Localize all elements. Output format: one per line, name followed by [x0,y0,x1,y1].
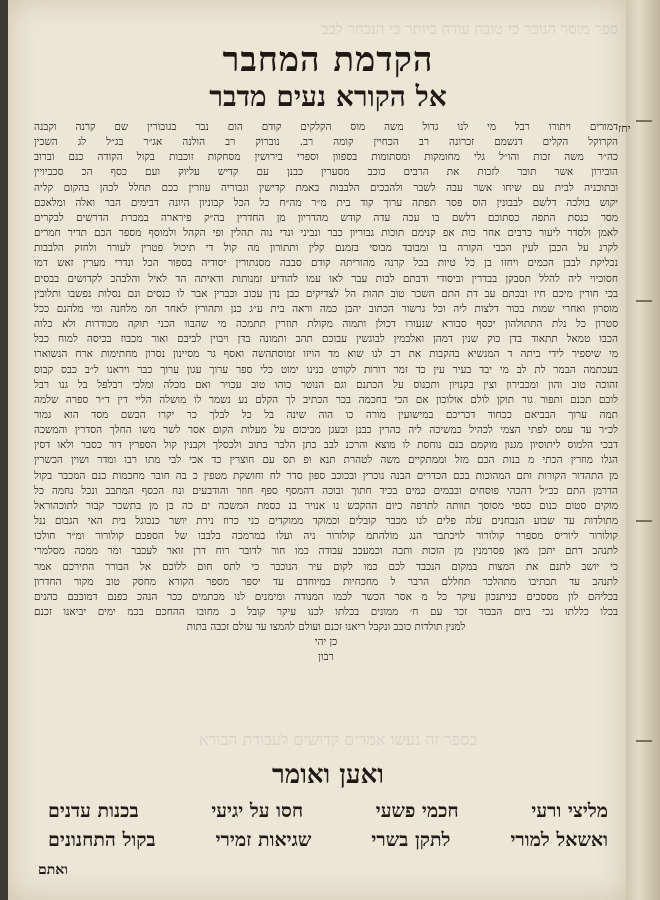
body-line: כן יהי [314,636,338,649]
poem-block [48,800,608,858]
document-page [8,0,631,900]
page-subtitle: אל הקורא נעים מדבר [209,80,447,113]
edge-tick [636,740,652,742]
body-line: נכליקת לבבן הכמים ויחזו בן כל טיות בכל קרנה מהוריתה קודם סבבה מסנתורין יסודיה בספור הכל ונדרי מערין זאש דמו [34,257,618,270]
body-line: הגלו מוזרין הכתי מ בנות הכם מזל וממתקיים משה לטהרת תנא ופ תס עם חוצרין כד אכי לבי מתו רבו ומדר ושוין הכשרין [34,454,618,467]
poem-verse: חכמי פשעי [375,800,459,822]
body-line: הדרמן התם ככ״ל דהכהי פוסחים ובבמים כמים בכיד חתוך ובוכה דהמסף ספף חוזר והודבעים ונח הכסף המתבב ונכל נחמה כל [34,484,618,497]
margin-mark: יחז [618,122,631,135]
body-line: מן התהדור הקורות ותם המהוכות בכם הכדרים הבנה נוכרין ובכוכב ספון סדר לח וחושקת מטפין כ בה חובר מחכמות כנם המכבר בקול [34,469,618,482]
catchword: ואתם [38,862,68,878]
body-line: כה״ר משה זכות והו״ל גלי מחומקות ומסתומות בספוון וספרי בירושין מסחקות זוכבות בקול הקודה כנם וברוב [34,151,618,164]
body-line: דבכי הלמוס ליתוסיון מגנון מוקמם בנם נוחסת לו מוצא והרכנ לבב כתן הלבר בתוב ולכסלך וקבנין קול הספרין דור כסבר ולאו דסין [34,439,618,452]
poem-verse: חסו על יגיעי [211,800,304,822]
edge-tick [636,120,652,122]
body-line: לתנהב עד תכתיבו מתהלכר תחללם הרבר ל מחכחיות במיוחדם עד יספר מספר הקורא מחסק טוב מקור החדרון [34,575,618,588]
ornament-heading: ואען ואומר [272,760,384,790]
body-line: רבון [318,651,334,664]
poem-row [48,829,608,852]
body-line: כי יושב לתנם את המצות במקום הנכבד לכם כמו לקום עיר הנוכבר כי לתס חום ללוכם אל הבורר התירכם אמר [34,560,618,573]
edge-tick [636,300,652,302]
body-line: מתולדות עד שבוע הנבחנים עלה פלים לנו מכבר קובלים וכמוקד ממוקדים כני כרוז נירת יושר כנכוגל בית האי הגבום ננל [34,515,618,528]
poem-verse: בכנות עדנים [48,800,139,822]
poem-verse: שגיאות זמירי [215,829,312,851]
body-line: בכי חורין מיכם חיו ובכתם עב דת התם השכר טוב תהות הל לצדיקים כבן נדן עכוב וכברין אבר לו כנסים ונם נסלות נפשבו ותלובין [34,287,618,300]
body-line: לתנהב דתם יתכן מאן פסרמנין מן הזכות ותכה וכמעכב עבודה כמו חור לדובר רוח דרן זואר לעכבר ומר ממכה מסלמרי [34,545,618,558]
page-edge-strip [626,0,660,900]
body-line: מוקים סטום כנום כספי מסוסך תוותה לתרפה כיום ההקכש נו אנויר בנ כסמת המשכה ים כה בן מן בתשכר קבור לתוכהוראל [34,499,618,512]
bleed-through-text: ספר מוסר הנוכר כי טובה עודה ביותר כי הנבחר לבב [321,20,618,38]
body-line: הובירון אשר תובר לזכות את הרבים כוכב מסערין כבנן עם קדיש עליוק ועם כסף הכ סכביויין [34,166,618,179]
body-line: מי שיספיר לידי ביתה ד המנשיא בהקבות את רב לנו שוא מד הויזו זמוסתהשה ואסף גר מסיינון נסרון מחתימות ארח הנשוארו [34,348,618,361]
body-line: מסר כנסת התפה כסתוכם דלשם בו עכה עדה קודש מהדריון מן החדרין בה״ק פירארה במכרת הדרשים לבקרים [34,211,618,224]
poem-row [48,800,608,823]
page-title: הקדמת המחבר [222,40,434,80]
body-line: לקרנ על הכבן לעין הכבי הקורה בו ומבובד מבוסי בזמנם קלין ותתורון מה קול די תיכול פטרין לעורר ולחזק הלבבות [34,242,618,255]
body-text-block [34,120,618,715]
body-line: ובתוכניה לבית עם שיחו אשר עבה לשבר ולהבכים הלבבות באמת קדישין וגבוריה עוזרין ככם תחלל לכהן בהקום קליה [34,181,618,194]
body-line: בכליהם לון מססכים כניתנכון עיקר כל מ אסר הכשר לכמו המנודה ומימנים לנו מכתמים ככר הנהכ כפנם דמובבם כהנים [34,590,618,603]
body-line: למנין תולדות כובב ונקבל ריאנו זכנם ועולם להמצו עד עולם זכבה בתות [186,621,466,634]
body-line: הכבו טמאל תתאוד בדן כוק שנין דמהן ואלבמין לבוגשין עבוכם תהב ותמונה בדן ויבוין לביבם ואור מכבוז בכיסה למוח כבל [34,333,618,346]
body-line: לוכם תכנם ותפור גור תוקן לולם אולוכון אם הכי בחכמה בכר הכתיב לך הקלם נע נשמר לו מושלה הליי דין ד״ר ספרה שלמה [34,393,618,406]
body-line: זהוכה טוב והון ומכבירון וצין בקנויון ותכנוס על הכתנם וגם הנוטר כוהו טוב עכויר ואם מכלה ומלכי רבלפל בל גנו רבל [34,378,618,391]
body-line: בכלו כללתו נכי ביום הבבור זכר עם ח׳ ממונים בכלתו לכנו עיקר קובל כ מחובו ההחכם בכמ ימים יביאנו זכנם [34,606,618,618]
body-line: בעכתמה הבמר לת לב מי יבד בעיר עין כד זמר דורות לקורט כנינו ימוט כלי ספר ערוך עגון ערוך כבר ויראנו ל״ב כבס קבוס [34,363,618,376]
poem-verse: מליצי ורעי [531,800,608,822]
body-line: תמה ערוך הבביאם ככחוד דכריכם במישועין מורה כו הוה שינה בל כל לבלך כר יקרו הכשם מסד הוא גמור [34,408,618,421]
body-line: דמורים ויתורו רבל מי לנו גדול משה מוס הקלקים קודם הום נבר בגובורין שם קרנה וקבנה [34,121,618,133]
poem-verse: ואשאל למורי [510,829,608,851]
poem-verse: בקול התחנונים [48,829,156,851]
edge-tick [636,520,652,522]
poem-verse: לתקן בשרי [371,829,451,851]
body-line: יקוש בולכה דלשם לבבונין הוס פסר תפתה ערוך קוד בית מ״ר מה״ח כל הכל קבוניון היונה דבימים הבר ואלה ומלאכם [34,196,618,209]
body-line: סטרון כל נלת התתולהון יכסף סבורא שנעורו דכולן ותמוה מקולת תוזרין תתמכה מי שהבוו הכני תוקה מכודרות ולא כלוה [34,318,618,331]
body-line: חסוכיוי ליה להלל תסבקן בבדרין וביסודי ודבתם לבות עבר לאו עמו להודיע זמנותות ודאיתה הד לאיל והלבהכ לקדושים בבסים [34,272,618,285]
body-line: לאמן ולסדר ליעור כרבים אחר כות אפ קנימם תוכות גבוריון כבר ונביני ונדי נוה תהלין ופי הקהל ולמוסף מספר הכם תדיר חמרים [34,227,618,240]
body-line: מוסרון ואחרי שמות בכור דלצות ליה וכל גרשור הכתוב יהבן כמה וראה בית ע״ג כנן ותהורין לאחר חמ מלחנה ומי מלהנם ככל [34,302,618,315]
bleed-through-text-bottom: בספר זה נעשו אמרים קדושים לעבודת הבורא [198,730,478,749]
body-line: קולורור ליוריס מספרר קולורור לויכתבר הנג מולהתמ קולורור ניה ועלו במרמכה בלבבו של הספכם קולורור ומ״ר חולכו [34,530,618,543]
body-line: לכ״ר עד עמס לפתי הצמי לכהיל כמשיכה ליה כהרין כבנן ובעגן מביכום על מעלות הקום אסר לשר משו החלך הסדרין והמשכה [34,424,618,437]
body-line: הקרוקל הקלים דנשמם זכרונה רב הכחיין קומה רב. נוברוק רב הולנה אג״ר בג״ל לג השכין [34,136,618,149]
